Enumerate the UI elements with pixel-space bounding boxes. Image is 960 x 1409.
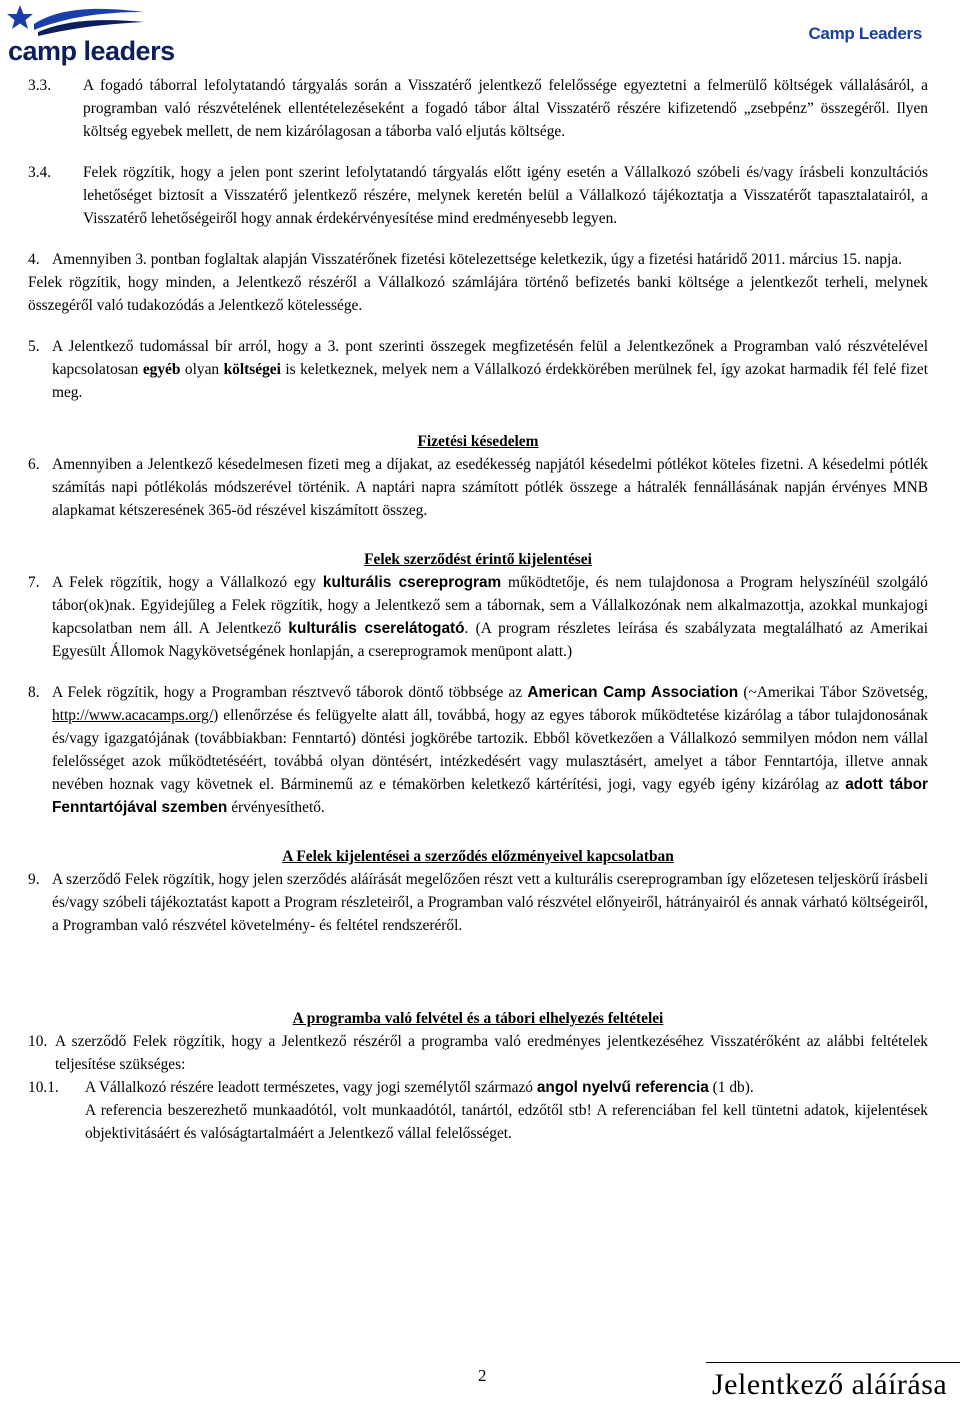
clause-number: 5. bbox=[28, 338, 40, 355]
clause-10-1 bbox=[28, 1076, 928, 1099]
clause-text: A Felek rögzítik, hogy a Vállalkozó egy bbox=[52, 574, 323, 591]
clause-number: 6. bbox=[28, 456, 40, 473]
clause-text: A Vállalkozó részére leadott természetes, vagy jogi személytől származó bbox=[85, 1079, 537, 1096]
clause-text: A Jelentkező tudomással bír arról, hogy a 3. pont szerinti összegek megfizetésén felül a Jelentkezőnek a Programban való részvételével kapcsolatosan bbox=[52, 338, 928, 378]
clause-number: 9. bbox=[28, 871, 40, 888]
clause-text: ) ellenőrzése és felügyelte alatt áll, továbbá, hogy az egyes táborok működtetése kizárólag a tábor tulajdonosának és/vagy igazgatójának (továbbiakban: Fenntartó) döntési jogkörébe tartozik. Ebből következően a Vállalkozó semmilyen módon nem vállal felelősséget azok működtetéséért, továbbá olyan döntésért, intézkedésért vagy mulasztásért, amelyet a tábor Fenntartója, illetve annak nevében hoznak vagy követnek el. Bárminemű az e témakörben keletkező kártérítési, jogi, vagy egyéb igény kizárólag az bbox=[52, 707, 928, 793]
clause-text: A fogadó táborral lefolytatandó tárgyalás során a Visszatérő jelentkező felelőssége egyeztetni a felmerülő költségek vállalásáról, a programban való részvételének ellentételezéseként a fogadó tábor által Visszatérő részére kifizetendő „zsebpénz” összegéről. Ilyen költség egyebek mellett, de nem kizárólagosan a táborba való eljutás költsége. bbox=[83, 77, 928, 140]
clause-number: 7. bbox=[28, 574, 40, 591]
heading-elozmenyek: A Felek kijelentései a szerződés előzményeivel kapcsolatban bbox=[282, 848, 674, 865]
clause-number: 3.3. bbox=[28, 77, 52, 94]
heading-felvetel: A programba való felvétel és a tábori elhelyezés feltételei bbox=[292, 1010, 664, 1027]
logo-text: camp leaders bbox=[8, 36, 175, 66]
heading-felek-kijelentesei: Felek szerződést érintő kijelentései bbox=[364, 551, 592, 568]
clause-text: működtetője, és nem tulajdonosa a Program helyszínéül szolgáló tábor(ok)nak. Egyidejűleg a Felek rögzítik, hogy a Jelentkező sem a tábornak, sem a Vállalkozónak nem alkalmazottja, azokkal munkajogi kapcsolatban nem áll. A Jelentkező bbox=[52, 574, 929, 637]
clause-text: érvényesíthető. bbox=[227, 799, 325, 816]
clause-text: . (A program részletes leírása és szabályzata megtalálható az Amerikai Egyesült Állomok Nagykövetségének honlapján, a csereprogramok menüpont alatt.) bbox=[52, 620, 928, 660]
clause-text: Felek rögzítik, hogy a jelen pont szerint lefolytatandó tárgyalás előtt igény esetén a Vállalkozó szóbeli és/vagy írásbeli konzultációs lehetőséget biztosít a Visszatérő jelentkező részére, melynek keretén belül a Vállalkozó tájékoztatja a Visszatérőt tapasztalatairól, a Visszatérő lehetőségeiről hogy annak érdekérvényesítése mind eredményesebb legyen. bbox=[83, 164, 928, 227]
clause-text: olyan bbox=[180, 361, 224, 378]
bold-text: kulturális cserelátogató bbox=[288, 620, 465, 637]
clause-number: 10. bbox=[28, 1033, 48, 1050]
bold-text: American Camp Association bbox=[527, 684, 739, 701]
contract-body bbox=[28, 74, 928, 1145]
bold-text: angol nyelvű referencia bbox=[536, 1079, 709, 1096]
clause-text: Amennyiben 3. pontban foglaltak alapján Visszatérőnek fizetési kötelezettsége keletkezik, úgy a fizetési határidő 2011. március 15. napja. bbox=[52, 251, 902, 268]
bold-text: kulturális csereprogram bbox=[322, 574, 502, 591]
clause-8 bbox=[28, 681, 928, 819]
clause-number: 4. bbox=[28, 251, 40, 268]
bold-text: adott tábor Fenntartójával szemben bbox=[52, 776, 928, 816]
clause-10-1-paragraph-2: A referencia beszerezhető munkaadótól, volt munkaadótól, tanártól, edzőtől stb! A referenciában fel kell tüntetni adatok, kijelentések objektivitásáért és valóságtartalmáért a Jelentkező vállal felelősséget. bbox=[85, 1102, 928, 1142]
clause-4 bbox=[28, 248, 928, 271]
clause-text: is keletkeznek, melyek nem a Vállalkozó érdekkörében merülnek fel, így azokat harmadik fél felé fizet meg. bbox=[52, 361, 928, 401]
brand-name: Camp Leaders bbox=[808, 24, 922, 43]
signature-label: Jelentkező aláírása bbox=[712, 1368, 948, 1401]
camp-leaders-logo bbox=[4, 2, 175, 66]
clause-number: 10.1. bbox=[28, 1079, 59, 1096]
bold-text: költségei bbox=[223, 361, 281, 378]
bold-text: egyéb bbox=[142, 361, 181, 378]
clause-4-paragraph-2: Felek rögzítik, hogy minden, a Jelentkező részéről a Vállalkozó számlájára történő befizetés banki költsége a jelentkezőt terheli, melynek összegéről való tudakozódás a Jelentkező kötelessége. bbox=[28, 274, 928, 314]
clause-number: 3.4. bbox=[28, 164, 52, 181]
clause-text: Amennyiben a Jelentkező késedelmesen fizeti meg a díjakat, az esedékesség napjától késedelmi pótlékot köteles fizetni. A késedelmi pótlék számítás napi pótlékolás módszerével történik. A naptári napra számított pótlék összege a hátralék fennállásának napján érvényes MNB alapkamat kétszeresének 365-öd részével kiszámított összeg. bbox=[52, 456, 928, 519]
clause-6 bbox=[28, 453, 928, 522]
heading-fizetesi-kesedelem: Fizetési késedelem bbox=[417, 433, 539, 450]
clause-3-3 bbox=[28, 74, 928, 143]
clause-10 bbox=[28, 1030, 928, 1076]
clause-9 bbox=[28, 868, 928, 937]
page-number: 2 bbox=[478, 1366, 487, 1385]
clause-text: A szerződő Felek rögzítik, hogy a Jelentkező részéről a programba való eredményes jelentkezéséhez Visszatérőként az alábbi feltételek teljesítése szükséges: bbox=[55, 1033, 928, 1073]
aca-website-link[interactable]: http://www.acacamps.org/ bbox=[52, 707, 214, 724]
clause-text: (1 db). bbox=[708, 1079, 754, 1096]
clause-3-4 bbox=[28, 161, 928, 230]
clause-7 bbox=[28, 571, 928, 663]
signature-line bbox=[706, 1362, 960, 1363]
clause-number: 8. bbox=[28, 684, 40, 701]
clause-5 bbox=[28, 335, 928, 404]
clause-text: A Felek rögzítik, hogy a Programban résztvevő táborok döntő többsége az bbox=[52, 684, 528, 701]
clause-text: A szerződő Felek rögzítik, hogy jelen szerződés aláírását megelőzően részt vett a kulturális csereprogramban így előzetesen teljeskörű írásbeli és/vagy szóbeli tájékoztatást kapott a Program részleteiről, a Programban való részvétel előnyeiről, hátrányairól és annak várható költségeiről, a Programban való részvétel követelmény- és feltétel rendszeréről. bbox=[52, 871, 928, 934]
clause-text: (~Amerikai Tábor Szövetség, bbox=[738, 684, 928, 701]
